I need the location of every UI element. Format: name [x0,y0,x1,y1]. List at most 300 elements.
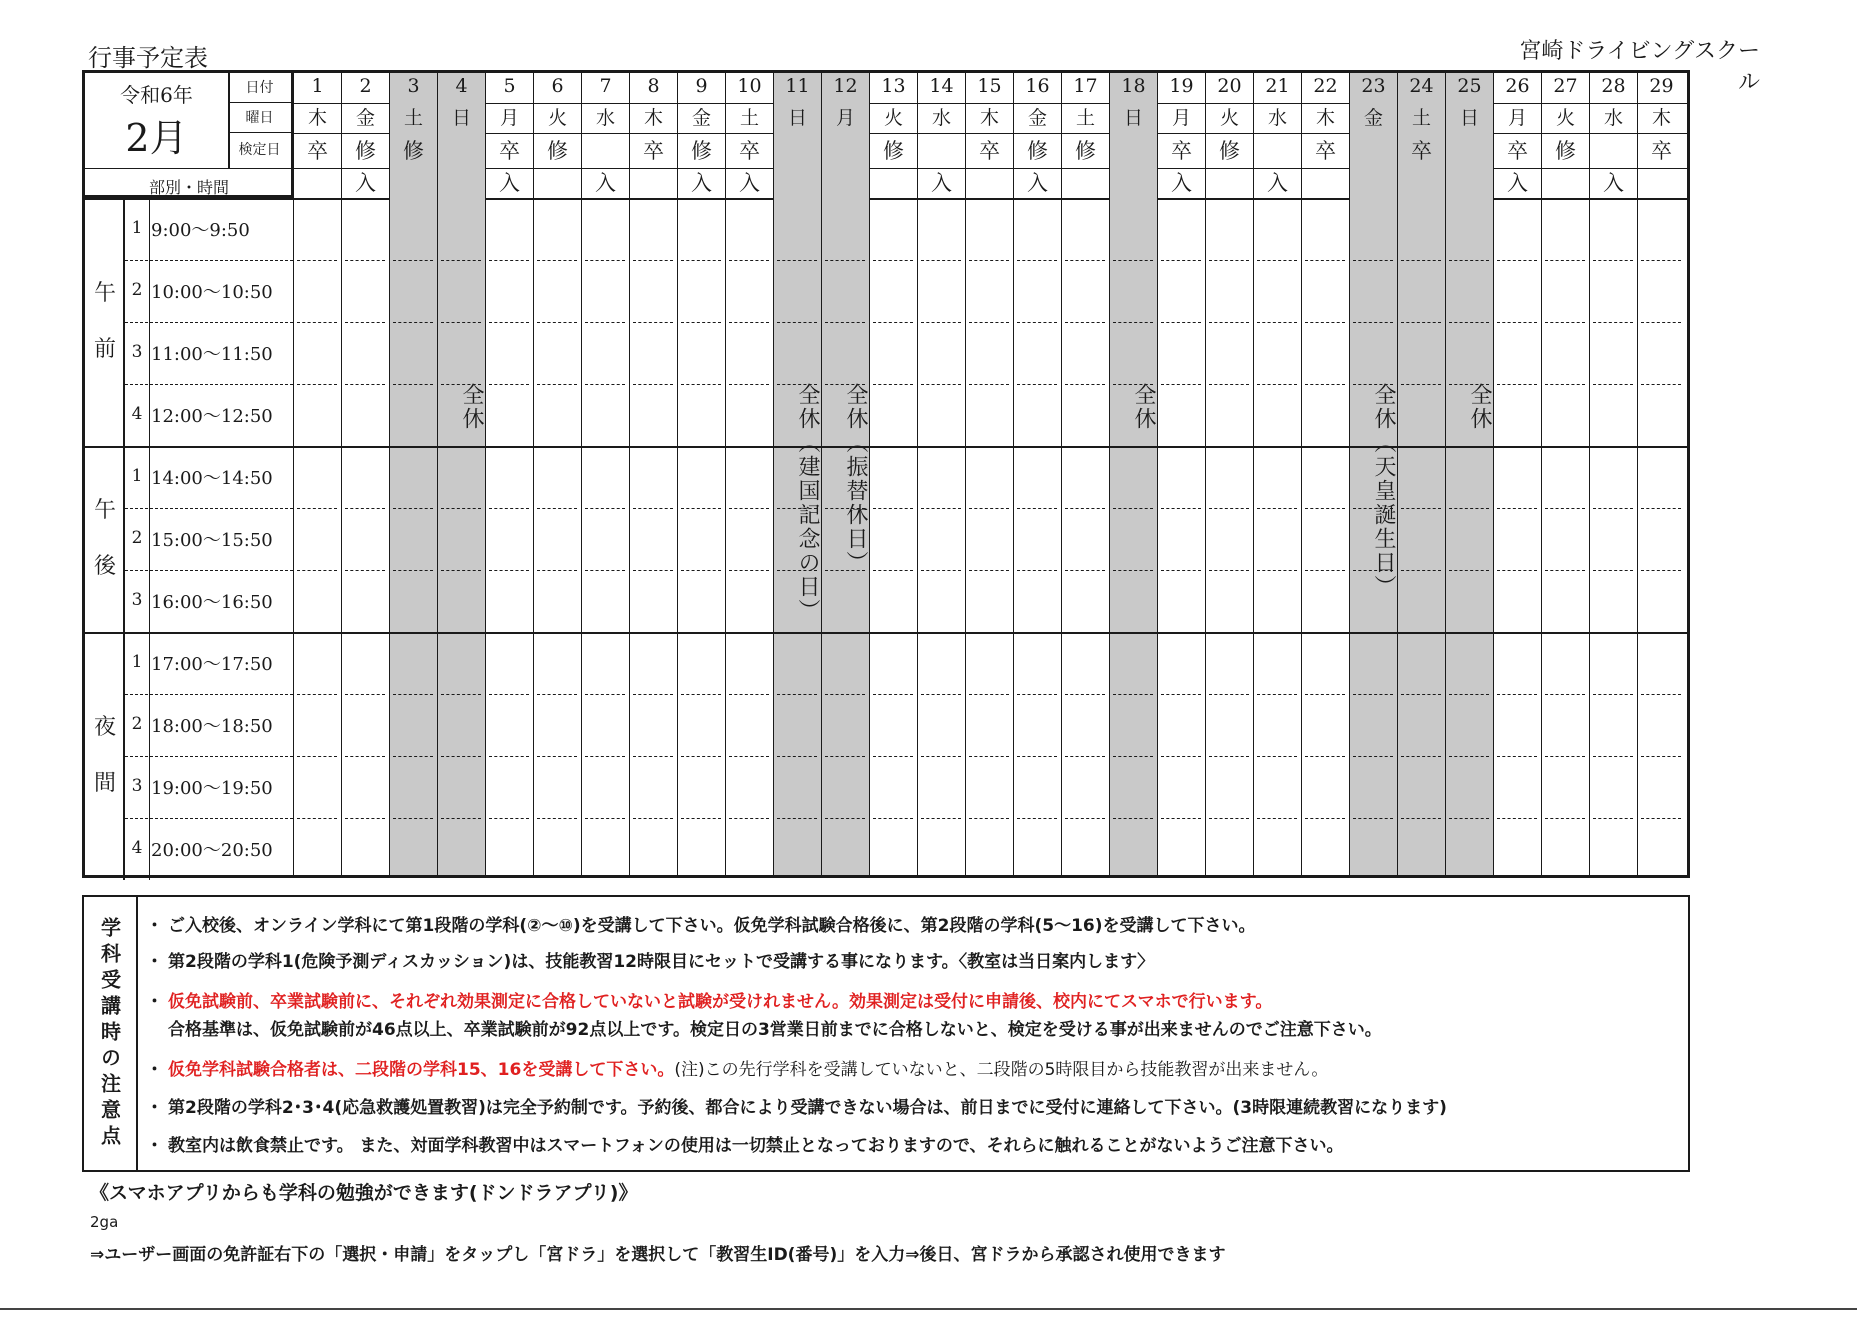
era-label: 令和6年 [120,83,193,107]
period-number: 3 [131,342,143,362]
day-number: 5 [503,75,516,97]
period-dash [633,756,673,757]
day-weekday: 水 [1603,107,1623,129]
period-dash [1305,322,1345,323]
period-dash [441,260,481,261]
period-dash [489,322,529,323]
period-rule [125,322,293,323]
period-dash [345,322,385,323]
day-number: 29 [1649,75,1674,97]
period-dash [537,694,577,695]
period-dash [1593,818,1633,819]
period-divider [149,446,150,632]
period-dash [1257,508,1297,509]
period-dash [921,322,961,323]
period-dash [873,384,913,385]
notes-heading: 学科受講時の注意点 [84,897,138,1170]
period-dash [1161,260,1201,261]
page-title: 行事予定表 [88,44,208,72]
period-dash [633,570,673,571]
period-dash [921,818,961,819]
section-rule [85,632,1687,634]
period-dash [441,694,481,695]
note-bullet: ・ [146,1136,163,1156]
day-number: 27 [1553,75,1578,97]
period-dash [1305,818,1345,819]
period-dash [1545,384,1585,385]
period-dash [1113,694,1153,695]
section-name: 夜 間 [93,715,116,796]
day-number: 6 [551,75,564,97]
period-dash [1017,694,1057,695]
period-dash [1209,322,1249,323]
notes-box [82,895,1690,1172]
exam-mark: 修 [1075,139,1096,163]
period-dash [873,570,913,571]
exam-mark: 卒 [1507,139,1528,163]
day-number: 22 [1313,75,1338,97]
period-dash [393,570,433,571]
day-weekday: 月 [1171,107,1191,129]
period-dash [1545,818,1585,819]
period-dash [873,694,913,695]
period-dash [1641,818,1681,819]
period-dash [1401,260,1441,261]
period-dash [1593,756,1633,757]
period-dash [681,508,721,509]
day-weekday: 水 [1267,107,1287,129]
day-number: 17 [1073,75,1098,97]
period-dash [537,570,577,571]
period-dash [1017,570,1057,571]
day-number: 12 [833,75,858,97]
period-dash [489,570,529,571]
period-dash [681,260,721,261]
period-dash [1497,694,1537,695]
period-dash [345,260,385,261]
period-dash [1209,694,1249,695]
period-dash [345,694,385,695]
period-dash [1065,322,1105,323]
day-weekday: 月 [835,107,855,129]
period-time: 20:00〜20:50 [151,840,273,861]
exam-mark-entry: 入 [1027,171,1048,195]
day-number: 9 [695,75,708,97]
day-weekday: 木 [979,107,999,129]
period-time: 14:00〜14:50 [151,468,273,489]
exam-row-label: 検定日 [228,133,293,168]
day-weekday: 水 [931,107,951,129]
day-weekday: 木 [643,107,663,129]
holiday-label: 全休（天皇誕生日） [1371,383,1396,599]
exam-mark: 修 [691,139,712,163]
period-dash [873,508,913,509]
period-dash [1641,756,1681,757]
holiday-label: 全休 [459,383,484,431]
period-dash [441,322,481,323]
period-dash [1353,818,1393,819]
day-weekday: 金 [691,107,711,129]
period-number: 4 [131,838,143,858]
period-dash [729,818,769,819]
period-dash [393,384,433,385]
note-bullet: ・ [146,916,163,936]
day-column [629,73,677,875]
period-dash [1161,818,1201,819]
period-dash [1257,260,1297,261]
period-dash [1209,384,1249,385]
period-number: 2 [131,714,143,734]
period-dash [1161,570,1201,571]
day-column [1493,73,1541,875]
period-dash [1209,570,1249,571]
period-dash [1593,508,1633,509]
exam-mark-entry: 入 [739,171,760,195]
period-dash [393,756,433,757]
exam-mark: 卒 [643,139,664,163]
note-text: 合格基準は、仮免試験前が46点以上、卒業試験前が92点以上です。検定日の3営業日前までに合格しないと、検定を受ける事が出来ませんのでご注意下さい。 [168,1020,1382,1040]
period-time: 9:00〜9:50 [151,220,250,241]
day-weekday: 土 [739,107,759,129]
day-number: 18 [1121,75,1146,97]
exam-mark: 卒 [1411,139,1432,163]
day-column [485,73,533,875]
period-dash [1113,818,1153,819]
day-number: 24 [1409,75,1434,97]
period-rule [125,756,293,757]
period-dash [585,818,625,819]
period-dash [441,570,481,571]
period-dash [777,260,817,261]
section-rule [85,446,1687,448]
period-dash [1641,260,1681,261]
period-dash [1449,508,1489,509]
day-column [1109,73,1157,875]
note-item [146,1093,1666,1118]
period-number: 2 [131,528,143,548]
period-dash [777,322,817,323]
period-dash [1161,508,1201,509]
holiday-label: 全休 [1467,383,1492,431]
period-dash [1257,322,1297,323]
day-column [1637,73,1685,875]
day-weekday: 土 [403,107,423,129]
period-dash [1449,570,1489,571]
period-dash [1257,818,1297,819]
period-dash [1641,508,1681,509]
note-text: 第2段階の学科2･3･4(応急救護処置教習)は完全予約制です。予約後、都合により受講できない場合は、前日までに受付に連絡して下さい。(3時限連続教習になります) [168,1098,1447,1118]
period-dash [729,694,769,695]
day-number: 1 [311,75,324,97]
period-dash [681,570,721,571]
period-dash [1065,384,1105,385]
period-dash [633,322,673,323]
day-weekday: 金 [1027,107,1047,129]
note-warning: 仮免学科試験合格者は、二段階の学科15、16を受講して下さい。 [168,1060,675,1080]
period-number: 4 [131,404,143,424]
day-weekday: 木 [1315,107,1335,129]
month-label: 2月 [125,116,188,160]
period-dash [489,756,529,757]
section-name: 午 前 [93,281,116,362]
day-column [725,73,773,875]
period-dash [921,570,961,571]
day-weekday: 火 [883,107,903,129]
day-column [1397,73,1445,875]
note-item [146,1015,1666,1040]
period-dash [297,260,337,261]
period-dash [921,756,961,757]
period-dash [729,756,769,757]
period-dash [1065,818,1105,819]
period-time: 19:00〜19:50 [151,778,273,799]
period-dash [777,694,817,695]
day-weekday: 土 [1075,107,1095,129]
day-column [293,73,341,875]
period-dash [1449,260,1489,261]
period-dash [1497,260,1537,261]
period-dash [729,384,769,385]
period-dash [1449,322,1489,323]
period-dash [1545,570,1585,571]
day-column [1541,73,1589,875]
period-number: 3 [131,590,143,610]
day-weekday: 日 [1123,107,1143,129]
period-dash [537,508,577,509]
holiday-label: 全休（振替休日） [843,383,868,575]
period-dash [441,818,481,819]
period-dash [633,508,673,509]
section-name: 午 後 [93,498,116,579]
period-dash [1641,322,1681,323]
period-dash [585,694,625,695]
period-dash [1593,322,1633,323]
period-dash [1257,694,1297,695]
exam-mark: 卒 [1651,139,1672,163]
day-number: 15 [977,75,1002,97]
note-text: ご入校後、オンライン学科にて第1段階の学科(②〜⑩)を受講して下さい。仮免学科試験合格後に、第2段階の学科(5〜16)を受講して下さい。 [168,916,1256,936]
day-column [1013,73,1061,875]
exam-mark: 修 [1555,139,1576,163]
schedule-table [82,70,1690,878]
period-dash [1353,756,1393,757]
period-dash [1113,756,1153,757]
period-dash [1257,384,1297,385]
day-number: 23 [1361,75,1386,97]
day-weekday: 水 [595,107,615,129]
period-dash [1113,570,1153,571]
period-number: 3 [131,776,143,796]
period-dash [825,818,865,819]
period-dash [1401,384,1441,385]
period-dash [297,694,337,695]
period-dash [969,508,1009,509]
period-dash [345,508,385,509]
period-number: 1 [131,652,143,672]
exam-mark-entry: 入 [499,171,520,195]
period-dash [1401,322,1441,323]
day-number: 2 [359,75,372,97]
note-item [146,947,1666,972]
period-dash [1257,756,1297,757]
app-code: 2ga [90,1213,119,1231]
day-number: 21 [1265,75,1290,97]
day-number: 20 [1217,75,1242,97]
period-dash [681,756,721,757]
period-dash [729,570,769,571]
period-dash [1545,694,1585,695]
period-dash [1257,570,1297,571]
day-number: 7 [599,75,612,97]
period-dash [1305,570,1345,571]
exam-mark-entry: 入 [1171,171,1192,195]
period-dash [969,570,1009,571]
exam-mark-entry: 入 [1603,171,1624,195]
period-dash [633,384,673,385]
period-dash [537,260,577,261]
period-dash [1161,694,1201,695]
period-dash [1641,384,1681,385]
day-weekday: 火 [1555,107,1575,129]
period-dash [345,818,385,819]
day-column [1589,73,1637,875]
period-dash [729,322,769,323]
day-number: 26 [1505,75,1530,97]
period-dash [297,322,337,323]
period-number: 1 [131,218,143,238]
period-dash [297,570,337,571]
period-dash [873,756,913,757]
period-dash [1641,694,1681,695]
period-dash [1353,322,1393,323]
period-time: 16:00〜16:50 [151,592,273,613]
period-dash [873,260,913,261]
period-dash [585,260,625,261]
period-dash [393,818,433,819]
day-number: 3 [407,75,420,97]
period-dash [969,818,1009,819]
period-dash [345,384,385,385]
day-number: 11 [785,75,810,97]
exam-mark: 修 [883,139,904,163]
period-dash [1449,694,1489,695]
note-item [146,1055,1666,1080]
day-weekday: 木 [1651,107,1671,129]
period-dash [1017,384,1057,385]
day-number: 19 [1169,75,1194,97]
period-dash [969,756,1009,757]
exam-mark: 卒 [307,139,328,163]
period-dash [345,570,385,571]
period-dash [777,818,817,819]
period-dash [921,384,961,385]
holiday-label: 全休 [1131,383,1156,431]
period-dash [921,694,961,695]
period-dash [969,260,1009,261]
period-number: 1 [131,466,143,486]
period-time: 18:00〜18:50 [151,716,273,737]
exam-mark: 卒 [739,139,760,163]
period-dash [1161,322,1201,323]
period-dash [537,384,577,385]
day-weekday: 火 [547,107,567,129]
period-time: 10:00〜10:50 [151,282,273,303]
exam-mark-entry: 入 [691,171,712,195]
day-column [1157,73,1205,875]
period-dash [1305,756,1345,757]
note-bullet: ・ [146,1098,163,1118]
day-column [965,73,1013,875]
period-rule [125,570,293,571]
period-dash [297,384,337,385]
period-dash [1209,756,1249,757]
day-weekday: 木 [307,107,327,129]
note-item [146,987,1666,1012]
period-dash [297,756,337,757]
period-dash [1017,818,1057,819]
period-dash [825,322,865,323]
period-dash [1593,694,1633,695]
day-weekday: 土 [1411,107,1431,129]
note-item [146,911,1666,936]
day-column [1253,73,1301,875]
period-dash [1113,508,1153,509]
period-dash [633,818,673,819]
exam-mark-entry: 入 [931,171,952,195]
day-column [1205,73,1253,875]
period-dash [681,322,721,323]
day-weekday: 日 [1459,107,1479,129]
period-dash [1305,694,1345,695]
exam-mark: 卒 [979,139,1000,163]
period-dash [1017,756,1057,757]
period-dash [489,384,529,385]
period-dash [1065,756,1105,757]
period-dash [1017,508,1057,509]
note-warning: 仮免試験前、卒業試験前に、それぞれ効果測定に合格していないと試験が受けれません。効果測定は受付に申請後、校内にてスマホで行います。 [168,992,1273,1012]
period-dash [681,694,721,695]
period-dash [921,260,961,261]
day-weekday: 金 [355,107,375,129]
day-column [677,73,725,875]
period-dash [1065,508,1105,509]
period-dash [393,260,433,261]
period-rule [125,384,293,385]
period-time: 15:00〜15:50 [151,530,273,551]
period-dash [1065,570,1105,571]
exam-mark-entry: 入 [595,171,616,195]
period-dash [1305,508,1345,509]
period-dash [1497,384,1537,385]
day-column [1445,73,1493,875]
date-row-label: 日付 [228,73,293,103]
period-dash [1593,384,1633,385]
exam-mark: 修 [1027,139,1048,163]
day-column [581,73,629,875]
note-item [146,1131,1666,1156]
period-dash [489,508,529,509]
period-dash [1449,818,1489,819]
period-rule [125,260,293,261]
period-dash [1545,508,1585,509]
period-dash [1305,260,1345,261]
period-dash [1401,508,1441,509]
period-dash [681,384,721,385]
note-bullet: ・ [146,1060,163,1080]
period-dash [393,694,433,695]
period-dash [633,694,673,695]
period-dash [489,818,529,819]
